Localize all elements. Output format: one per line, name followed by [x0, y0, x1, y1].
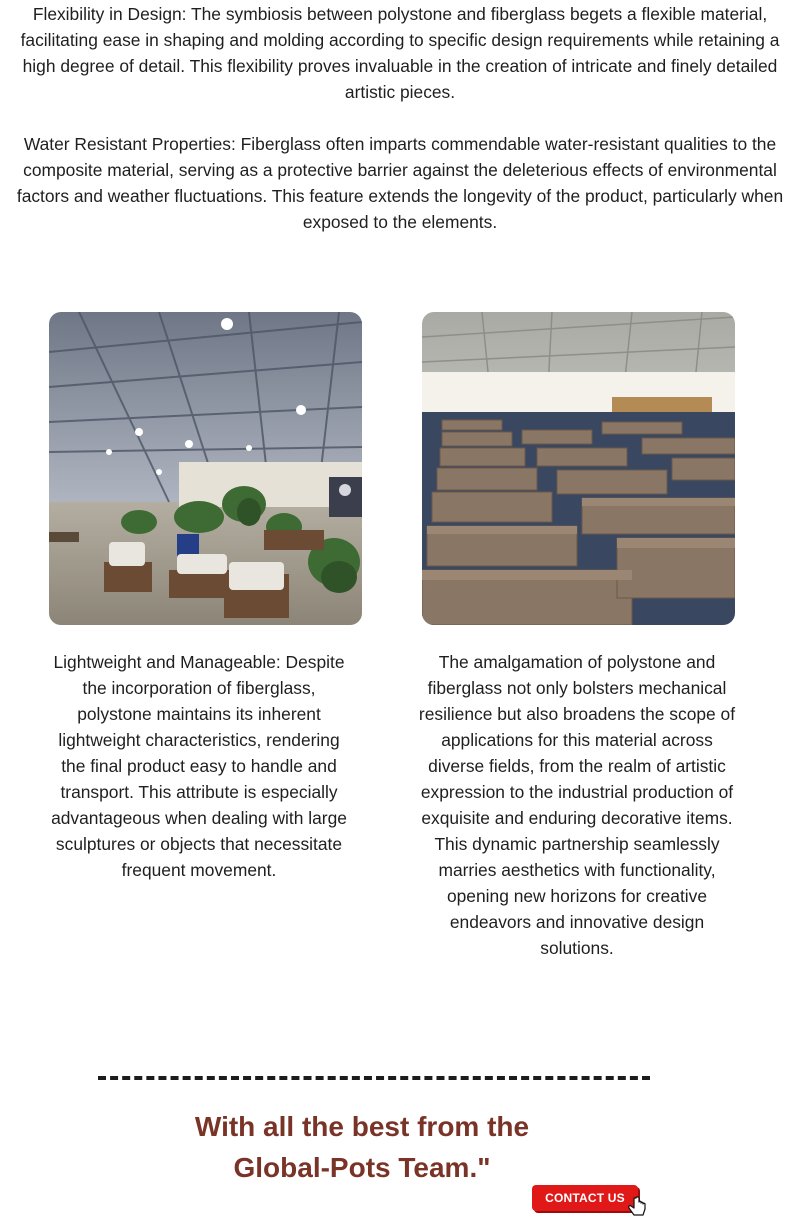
signoff-line-2: Global-Pots Team." [233, 1152, 491, 1183]
hand-cursor-icon [628, 1196, 648, 1218]
contact-us-button[interactable]: CONTACT US [532, 1185, 638, 1211]
dashed-divider [98, 1076, 650, 1080]
showroom-photo [49, 312, 362, 625]
signoff-message [150, 1106, 574, 1188]
water-resistance-paragraph: Water Resistant Properties: Fiberglass often imparts commendable water-resistant qualities to the composite material, serving as a protective barrier against the deleterious effects of environmental factors and weather fluctuations. This feature extends the longevity of the product, particularly when exposed to the elements. [16, 134, 784, 232]
flexibility-paragraph: Flexibility in Design: The symbiosis between polystone and fiberglass begets a flexible material, facilitating ease in shaping and molding according to specific design requirements while retaining a high degree of detail. This flexibility proves invaluable in the creation of intricate and finely detailed artistic pieces. [20, 4, 780, 102]
lightweight-paragraph: Lightweight and Manageable: Despite the incorporation of fiberglass, polystone maintains its inherent lightweight characteristics, rendering the final product easy to handle and transport. This attribute is especially advantageous when dealing with large sculptures or objects that necessitate frequent movement. [51, 652, 347, 880]
signoff-line-1: With all the best from the [194, 1111, 530, 1142]
warehouse-planters-photo [422, 312, 735, 625]
applications-paragraph: The amalgamation of polystone and fiberglass not only bolsters mechanical resilience but also broadens the scope of applications for this material across diverse fields, from the realm of artistic expression to the industrial production of exquisite and enduring decorative items. This dynamic partnership seamlessly marries aesthetics with functionality, opening new horizons for creative endeavors and innovative design solutions. [418, 652, 736, 958]
